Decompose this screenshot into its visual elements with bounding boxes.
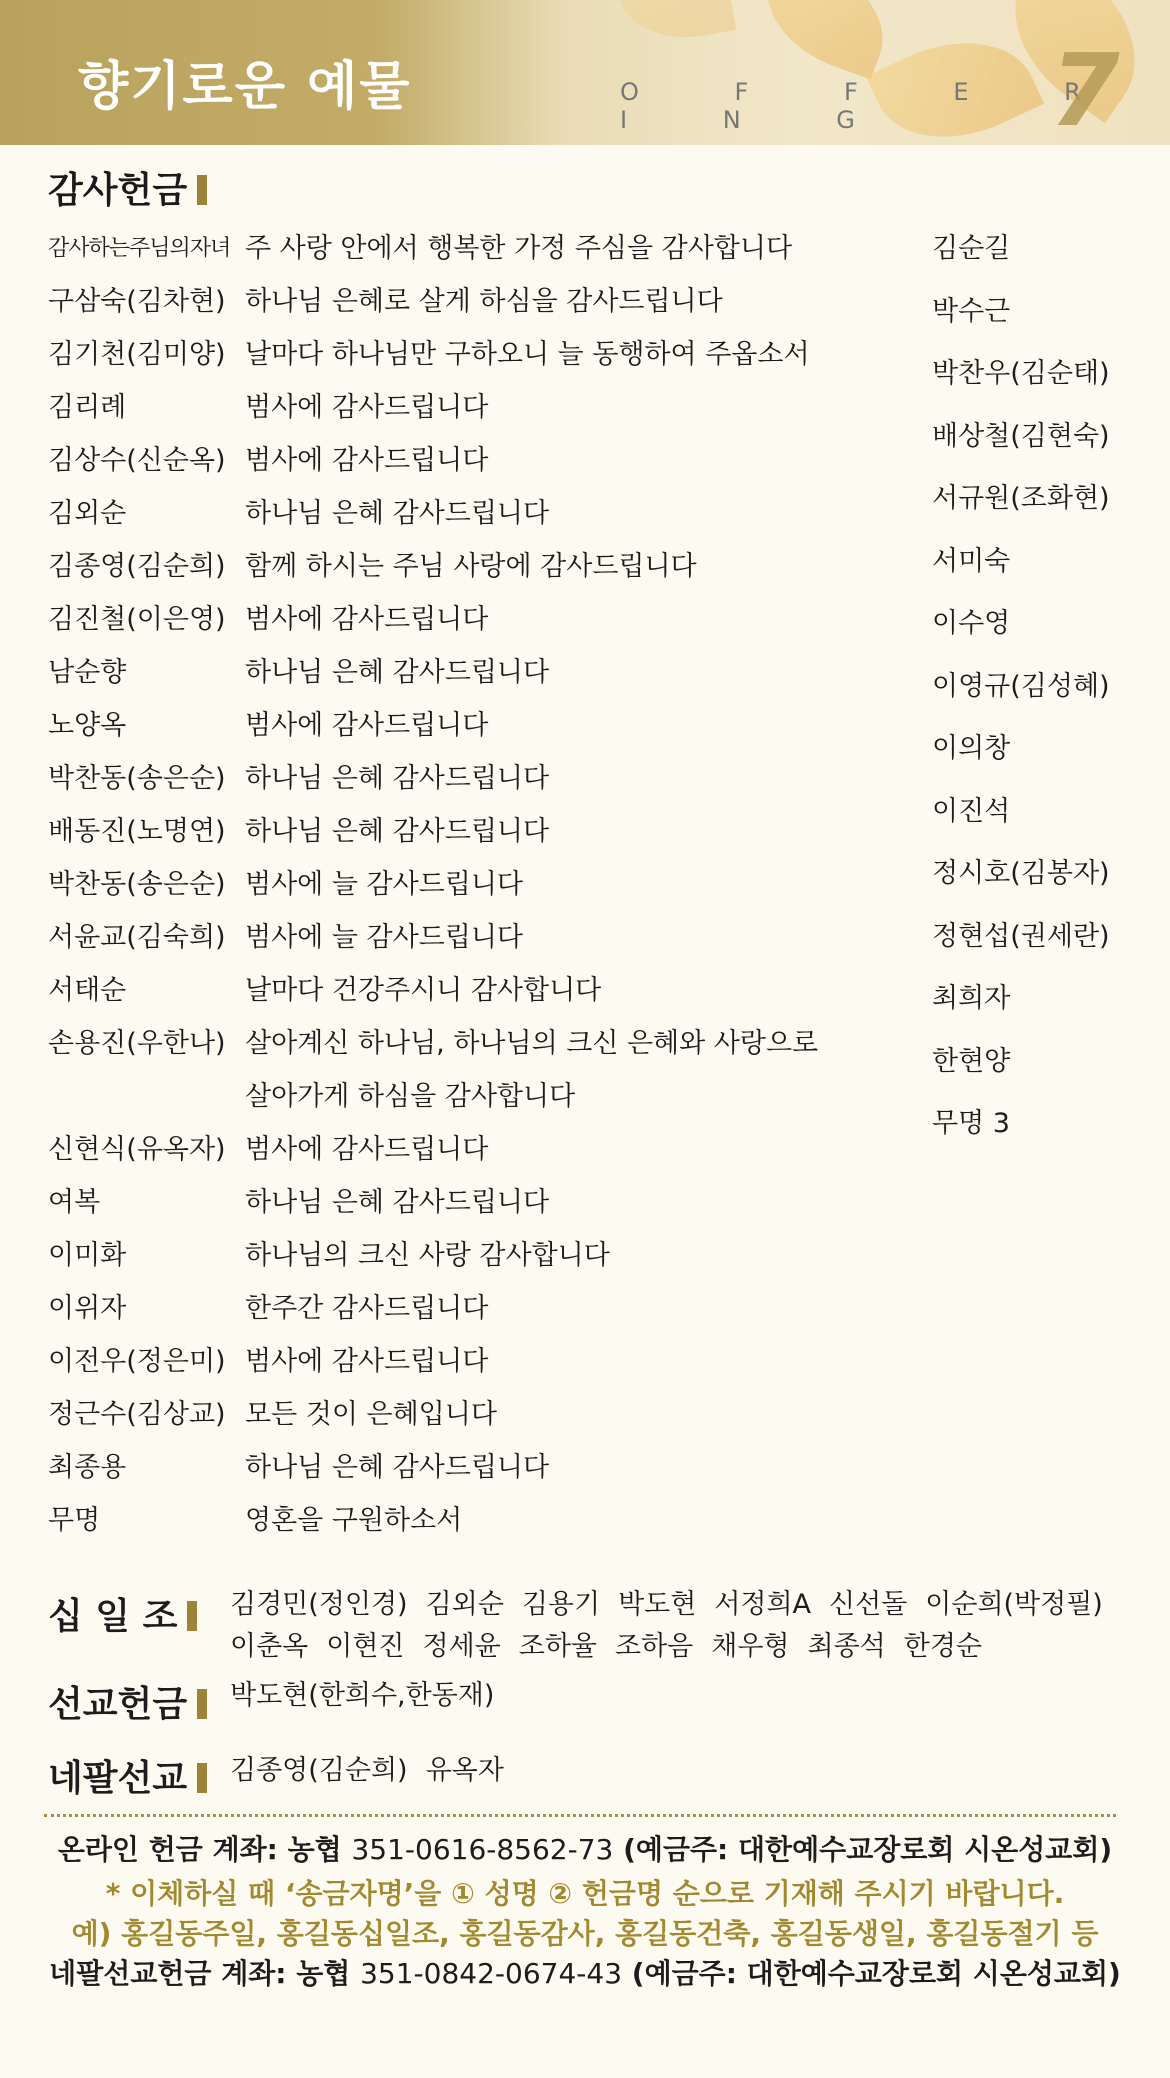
- gamsa-row: [48, 752, 888, 805]
- donor-name: 이위자: [48, 1293, 127, 1324]
- donor-name: 김용기: [521, 1589, 601, 1620]
- donor-message: 날마다 건강주시니 감사합니다: [245, 975, 602, 1006]
- donor-name: 조하음: [615, 1631, 694, 1662]
- donor-name: 이의창: [932, 733, 1011, 764]
- donor-message: 살아계신 하나님, 하나님의 크신 은혜와 사랑으로: [245, 1028, 819, 1059]
- nepal-title-text: 네팔선교: [48, 1758, 188, 1799]
- sipiljo-names: [230, 1584, 1121, 1668]
- donor-name: 정시호(김봉자): [932, 858, 1110, 889]
- donor-name: 최종석: [807, 1631, 886, 1662]
- donor-name: 김외순: [48, 498, 127, 529]
- gamsa-row: [48, 1176, 888, 1229]
- donor-message: 영혼을 구원하소서: [245, 1505, 463, 1536]
- donor-name: 이춘옥: [230, 1631, 309, 1662]
- donor-name: 김외순: [425, 1589, 504, 1620]
- seongyo-names: [230, 1675, 512, 1717]
- donor-name: 최종용: [48, 1452, 127, 1483]
- donor-name: 남순향: [48, 657, 127, 688]
- donor-name: 이현진: [326, 1631, 405, 1662]
- gamsa-row: [48, 1494, 888, 1547]
- gamsa-section-title: [48, 162, 207, 213]
- title-bar-mark: [187, 1601, 197, 1631]
- nepal-account-number: 351-0842-0674-43: [360, 1957, 623, 1990]
- donor-name: 채우형: [711, 1631, 790, 1662]
- donor-message: 범사에 감사드립니다: [245, 445, 489, 476]
- donor-name: 정현섭(권세란): [932, 920, 1110, 952]
- gamsa-row: [48, 1123, 888, 1176]
- gamsa-row: [48, 1017, 888, 1070]
- donor-name: 여복: [48, 1187, 101, 1218]
- donor-name: 김순길: [932, 233, 1011, 264]
- transfer-example: 예) 홍길동주일, 홍길동십일조, 홍길동감사, 홍길동건축, 홍길동생일, 홍길동절기 등: [71, 1917, 1099, 1950]
- donor-name: 조하율: [518, 1631, 597, 1662]
- donor-name: 김종영(김순희): [230, 1755, 408, 1786]
- donor-name: 노양옥: [48, 710, 127, 741]
- gamsa-row: [48, 381, 888, 434]
- gamsa-row: [48, 222, 888, 275]
- donor-name: 배상철(김현숙): [932, 420, 1110, 452]
- donor-name: 유옥자: [425, 1755, 504, 1786]
- header-banner: [0, 0, 1170, 145]
- donor-message: 범사에 감사드립니다: [245, 604, 489, 635]
- donor-message: 하나님 은혜 감사드립니다: [245, 1187, 550, 1218]
- donor-name: 신현식(유옥자): [48, 1134, 226, 1165]
- donor-name: 한경순: [903, 1631, 982, 1662]
- donor-message: 범사에 감사드립니다: [245, 392, 489, 423]
- donor-name: 정근수(김상교): [48, 1399, 226, 1430]
- donor-message: 하나님의 크신 사랑 감사합니다: [245, 1240, 610, 1271]
- sipiljo-line-1: [230, 1584, 1121, 1626]
- gamsa-row: [48, 434, 888, 487]
- gamsa-row: [48, 487, 888, 540]
- donor-message: 하나님 은혜 감사드립니다: [245, 816, 550, 847]
- donor-name: 김상수(신순옥): [48, 445, 226, 476]
- donor-name: 박찬동(송은순): [48, 869, 226, 900]
- nepal-account-holder: (예금주: 대한예수교장로회 시온성교회): [631, 1957, 1121, 1990]
- transfer-note: * 이체하실 때 ‘송금자명’을 ① 성명 ② 헌금명 순으로 기재해 주시기 바랍니다.: [105, 1877, 1065, 1910]
- page-title: 향기로운 예물: [78, 57, 412, 117]
- gamsa-row: [48, 858, 888, 911]
- donor-name: 김리례: [48, 392, 127, 423]
- gamsa-row: [48, 699, 888, 752]
- donor-name: 한현양: [932, 1045, 1011, 1077]
- donor-name: 무명 3: [932, 1108, 1010, 1139]
- gamsa-row: [48, 593, 888, 646]
- gamsa-row: [48, 1335, 888, 1388]
- donor-name: 신선돌: [829, 1589, 908, 1620]
- donor-message: 범사에 늘 감사드립니다: [245, 922, 523, 953]
- gamsa-list: [48, 222, 888, 1547]
- donor-name: 손용진(우한나): [48, 1028, 226, 1059]
- page-number: 7: [1050, 32, 1120, 145]
- donor-name: 감사하는주님의자녀: [48, 236, 231, 261]
- gamsa-row: [48, 964, 888, 1017]
- gamsa-row: [48, 1229, 888, 1282]
- donor-name: 김종영(김순희): [48, 551, 226, 582]
- sipiljo-line-2: [230, 1626, 1121, 1668]
- seongyo-section-title: [48, 1676, 207, 1727]
- donor-name: 박도현(한희수,한동재): [230, 1680, 495, 1711]
- donor-message: 범사에 감사드립니다: [245, 1346, 489, 1377]
- donor-message: 모든 것이 은혜입니다: [245, 1399, 497, 1430]
- nepal-account-line: [0, 1952, 1170, 1992]
- donor-name: 이진석: [932, 795, 1011, 827]
- donor-name: 정세윤: [422, 1631, 501, 1662]
- nepal-names: [230, 1750, 522, 1792]
- nepal-section-title: [48, 1750, 207, 1801]
- gamsa-right-list: [932, 218, 1162, 1156]
- donor-name: 이미화: [48, 1240, 127, 1271]
- donor-name: 박찬동(송은순): [48, 763, 226, 794]
- donor-name: 서윤교(김숙희): [48, 922, 226, 953]
- title-bar-mark: [197, 175, 207, 205]
- donor-name: 서규원(조화현): [932, 483, 1110, 514]
- dotted-divider: [44, 1814, 1116, 1817]
- gamsa-row: [48, 540, 888, 593]
- sipiljo-section-title: [48, 1588, 197, 1639]
- donor-message: 함께 하시는 주님 사랑에 감사드립니다: [245, 551, 697, 582]
- donor-name: 이영규(김성혜): [932, 670, 1110, 702]
- gamsa-row: [48, 805, 888, 858]
- donor-name: 최희자: [932, 983, 1011, 1014]
- donor-name: 이수영: [932, 608, 1011, 639]
- nepal-account-label: 네팔선교헌금 계좌: 농협: [49, 1957, 351, 1990]
- donor-name: 이전우(정은미): [48, 1346, 226, 1377]
- donor-name: 김기천(김미양): [48, 339, 226, 370]
- donor-message: 범사에 늘 감사드립니다: [245, 869, 523, 900]
- donor-name: 김경민(정인경): [230, 1589, 408, 1620]
- donor-name: 서태순: [48, 975, 127, 1006]
- gamsa-row: [48, 1282, 888, 1335]
- donor-name: 서미숙: [932, 545, 1011, 577]
- donor-message: 하나님 은혜 감사드립니다: [245, 657, 550, 688]
- donor-message: 하나님 은혜로 살게 하심을 감사드립니다: [245, 286, 723, 317]
- donor-name: 무명: [48, 1505, 101, 1536]
- donor-name: 박수근: [932, 295, 1011, 327]
- gamsa-row: [48, 1388, 888, 1441]
- donor-message: 하나님 은혜 감사드립니다: [245, 763, 550, 794]
- gamsa-row: [48, 646, 888, 699]
- gamsa-row: [48, 1070, 888, 1123]
- donor-message: 범사에 감사드립니다: [245, 1134, 489, 1165]
- leaf-decoration: [749, 0, 902, 80]
- donor-name: 이순희(박정필): [925, 1589, 1103, 1620]
- gamsa-title-text: 감사헌금: [48, 170, 188, 211]
- donor-message: 하나님 은혜 감사드립니다: [245, 1452, 550, 1483]
- sipiljo-title-text: 십 일 조: [48, 1596, 178, 1637]
- donor-message: 주 사랑 안에서 행복한 가정 주심을 감사합니다: [245, 233, 793, 264]
- donor-message: 범사에 감사드립니다: [245, 710, 489, 741]
- leaf-decoration: [614, 0, 736, 49]
- donor-name: 박도현: [618, 1589, 697, 1620]
- seongyo-title-text: 선교헌금: [48, 1684, 188, 1725]
- title-bar-mark: [197, 1763, 207, 1793]
- gamsa-row: [48, 328, 888, 381]
- online-account-number: 351-0616-8562-73: [351, 1833, 614, 1866]
- gamsa-row: [48, 911, 888, 964]
- online-account-line: [0, 1828, 1170, 1868]
- online-account-holder: (예금주: 대한예수교장로회 시온성교회): [623, 1833, 1113, 1866]
- title-bar-mark: [197, 1689, 207, 1719]
- donor-message: 하나님 은혜 감사드립니다: [245, 498, 550, 529]
- donor-message: 한주간 감사드립니다: [245, 1293, 489, 1324]
- donor-message: 날마다 하나님만 구하오니 늘 동행하여 주옵소서: [245, 339, 810, 370]
- gamsa-row: [48, 275, 888, 328]
- donor-name: 김진철(이은영): [48, 604, 226, 635]
- donor-message: 살아가게 하심을 감사합니다: [245, 1081, 576, 1112]
- donor-name: 서정희A: [714, 1589, 812, 1620]
- donor-name: [48, 1070, 245, 1123]
- donor-name: 배동진(노명연): [48, 816, 226, 847]
- gamsa-row: [48, 1441, 888, 1494]
- online-account-label: 온라인 헌금 계좌: 농협: [57, 1833, 342, 1866]
- donor-name: 박찬우(김순태): [932, 358, 1110, 389]
- offering-subtitle: O F F E R I N G: [620, 78, 1125, 134]
- donor-name: 구삼숙(김차현): [48, 286, 226, 317]
